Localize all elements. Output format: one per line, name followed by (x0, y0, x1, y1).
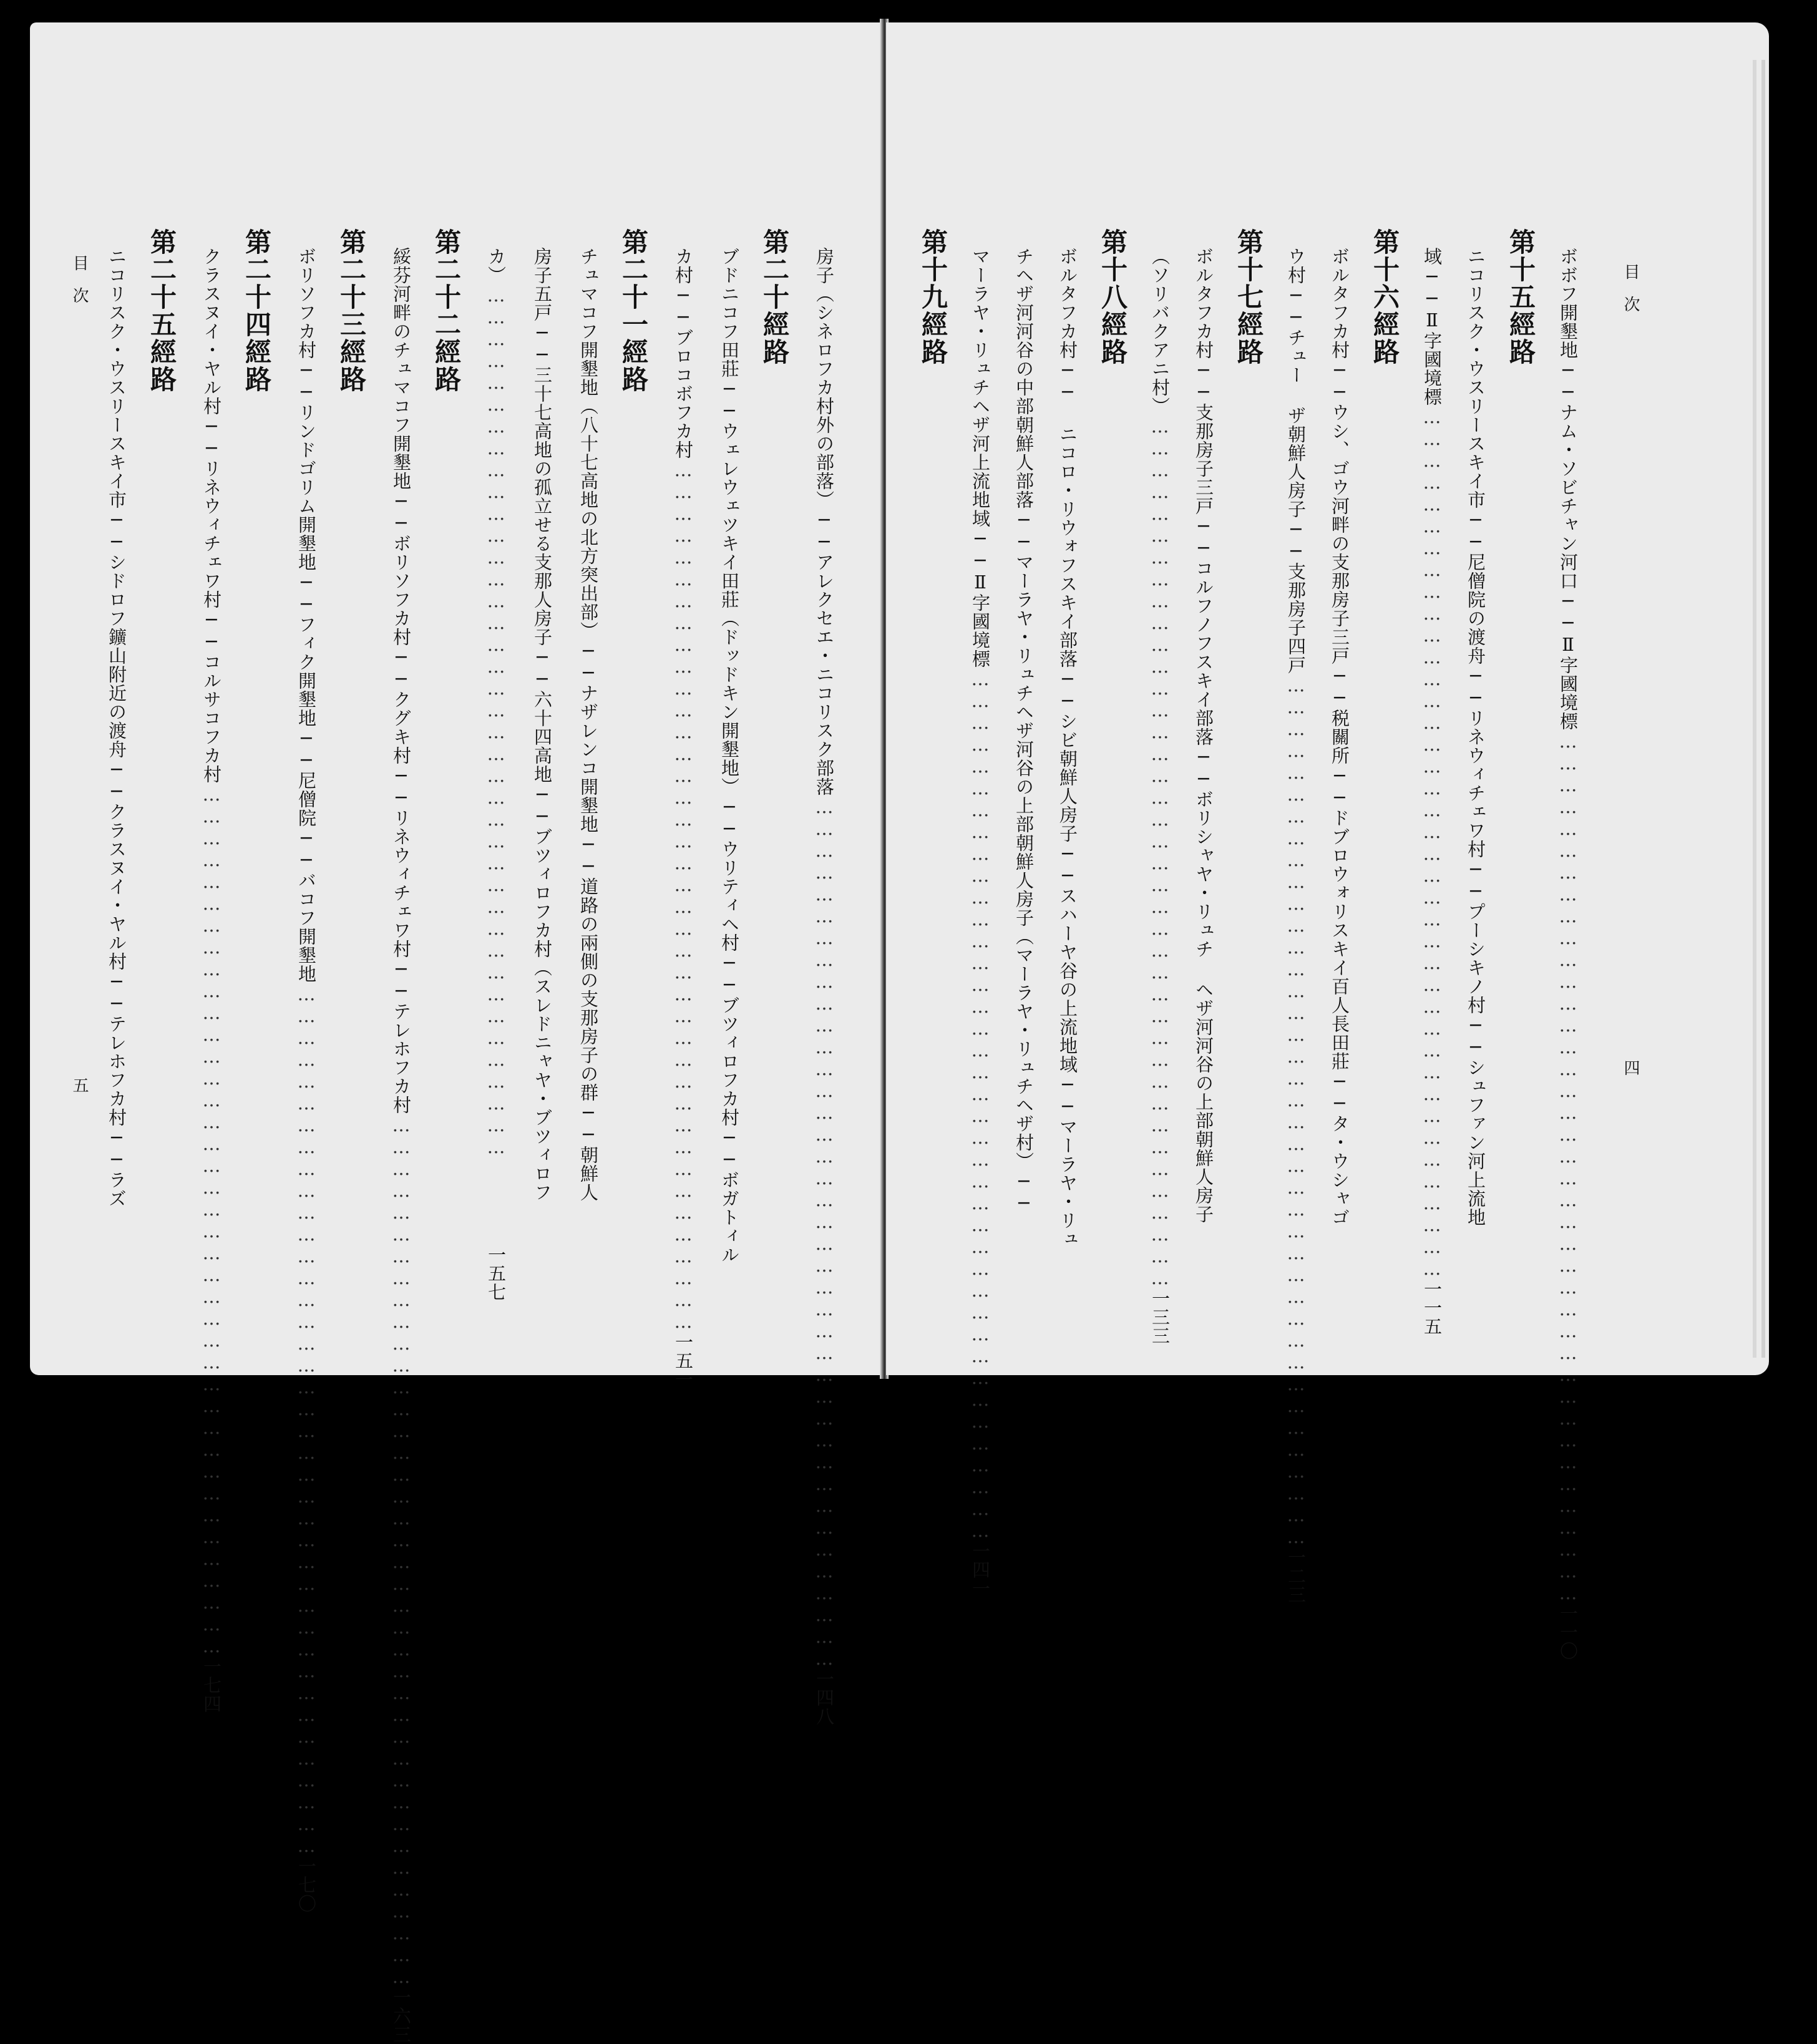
toc-entry: チヘザ河河谷の中部朝鮮人部落──マーラヤ・リュチヘザ河谷の上部朝鮮人房子（マーラヤ・リュチヘザ村）── (1013, 247, 1035, 1214)
leader-dots: ………………………………………………………………………………………………………… (1557, 731, 1579, 1604)
route-heading: 第十九經路 (918, 228, 948, 366)
route-heading: 第十八經路 (1098, 228, 1128, 366)
toc-entry: 房子五戸──三十七高地の孤立せる支那人房子──六十四高地──ブツィロフカ村（スレドニャヤ・ブツィロフ (532, 247, 553, 1202)
toc-entry (1285, 247, 1307, 1604)
toc-entry: ボルタフカ村──支那房子三戸──コルフノフスキイ部落──ボリシャヤ・リュチ ヘザ河河谷の上部朝鮮人房子 (1193, 247, 1214, 1224)
route-heading: 第二十四經路 (241, 228, 272, 393)
toc-entry (296, 247, 317, 1913)
toc-entry (391, 247, 412, 2044)
leader-dots: ………………………………………………………………………………………………………… (814, 796, 835, 1670)
toc-page-number: 一五七 (485, 1245, 507, 1302)
toc-entry (487, 247, 505, 1302)
toc-page-number: 一四八 (814, 1670, 835, 1726)
route-heading: 第二十經路 (759, 228, 790, 366)
right-page (886, 22, 1769, 1660)
toc-entry-text: 域──Ⅱ字國境標 (1421, 247, 1443, 406)
toc-page-number: 一一五 (1421, 1280, 1443, 1336)
leader-dots: ………………………………………………………………………………………………………… (673, 459, 694, 1333)
page-number: 四 (1621, 1059, 1640, 1076)
toc-entry-text: カ） (485, 247, 507, 285)
toc-page-number: 一七〇 (296, 1857, 317, 1913)
toc-entry-text: カ村──ブロコボフカ村 (673, 247, 694, 459)
route-heading: 第二十一經路 (618, 228, 649, 393)
toc-entry (814, 247, 835, 1726)
toc-entry-text: ウ村──チュー ザ朝鮮人房子──支那房子四戸 (1285, 247, 1307, 674)
leader-dots: ………………………………………………………………………………………………………… (970, 668, 991, 1542)
leader-dots: ………………………………………………………………………………………………………… (1421, 406, 1443, 1280)
toc-entry (1421, 247, 1443, 1336)
toc-entry: ブドニコフ田莊──ウェレウェツキイ田莊（ドッドキン開墾地）──ウリティヘ村──ブツィロフカ村──ボガトィル (719, 247, 740, 1264)
leader-dots: ………………………………………………………………………………………………………… (296, 983, 317, 1857)
toc-entry-text: 房子（シネロフカ村外の部落）──アレクセエ・ニコリスク部落 (814, 247, 835, 796)
page-number: 五 (70, 1077, 89, 1093)
toc-entry-text: クラスヌイ・ヤル村──リネウィチェワ村──コルサコフカ村 (201, 247, 222, 784)
toc-entry (1149, 247, 1171, 1345)
left-page (30, 22, 882, 2044)
toc-page-number: 一一〇 (1557, 1604, 1579, 1660)
toc-entry-text: ボリソフカ村──リンドゴリム開墾地──フィク開墾地──尼僧院──バコフ開墾地 (296, 247, 317, 983)
toc-page-number: 一七四 (201, 1657, 222, 1713)
route-heading: 第二十五經路 (147, 228, 177, 393)
running-head: 目 次 (1621, 263, 1640, 312)
toc-entry-text: （ソリバクアニ村） (1149, 247, 1171, 416)
toc-entry: ボルタフカ村──ウシ、ゴウ河畔の支那房子三戸──税關所──ドブロウォリスキイ百人長田莊──タ・ウシャゴ (1329, 247, 1350, 1227)
leader-dots: ………………………………………………………………………………………………………… (1285, 674, 1307, 1548)
toc-entry: ニコリスク・ウスリースキイ市──シドロフ鑛山附近の渡舟──クラスヌイ・ヤル村──テレホフカ村──ラズ (106, 247, 127, 1208)
toc-entry (673, 247, 694, 1389)
route-heading: 第十七經路 (1234, 228, 1264, 366)
leader-dots: ………………………………………………………………………………………………………… (1149, 416, 1171, 1289)
toc-page-number: 一四一 (970, 1542, 991, 1598)
route-heading: 第十五經路 (1506, 228, 1536, 366)
toc-page-number: 一六三 (391, 1988, 412, 2044)
toc-entry (970, 247, 991, 1598)
leader-dots: ………………………………………………………………………………………………………… (201, 784, 222, 1657)
toc-page-number: 一二三 (1285, 1548, 1307, 1604)
toc-entry (201, 247, 222, 1713)
leader-dots: ………………………………………………………………………………………………………… (391, 1114, 412, 1988)
leader-dots: ………………………………………………………………………………………………………… (485, 285, 507, 1158)
toc-entry-text: ボボフ開墾地──ナム・ソビチャン河口──Ⅱ字國境標 (1557, 247, 1579, 731)
toc-entry (1557, 247, 1579, 1660)
route-heading: 第十六經路 (1370, 228, 1400, 366)
toc-entry-text: 綏芬河畔のチュマコフ開墾地──ボリソフカ村──クグキ村──リネウィチェワ村──テレホフカ村 (391, 247, 412, 1114)
toc-entry: ニコリスク・ウスリースキイ市──尼僧院の渡舟──リネウィチェワ村──プーシキノ村──シュファン河上流地 (1465, 247, 1486, 1227)
toc-entry-text: マーラヤ・リュチヘザ河上流地域──Ⅱ字國境標 (970, 247, 991, 668)
toc-entry: ボルタフカ村── ニコロ・リウォフスキイ部落──シビ朝鮮人房子──スハーヤ谷の上流地域──マーラヤ・リュ (1057, 247, 1078, 1248)
route-heading: 第二十二經路 (431, 228, 462, 393)
toc-page-number: 一五一 (673, 1333, 694, 1389)
page-edge (1753, 60, 1756, 1358)
toc-entry: チュマコフ開墾地（八十七高地の北方突出部）──ナザレンコ開墾地──道路の兩側の支那房子の群──朝鮮人 (578, 247, 599, 1202)
toc-page-number: 一三三 (1149, 1289, 1171, 1345)
running-head: 目 次 (70, 255, 89, 303)
page-edge (1761, 60, 1765, 1358)
route-heading: 第二十三經路 (336, 228, 367, 393)
